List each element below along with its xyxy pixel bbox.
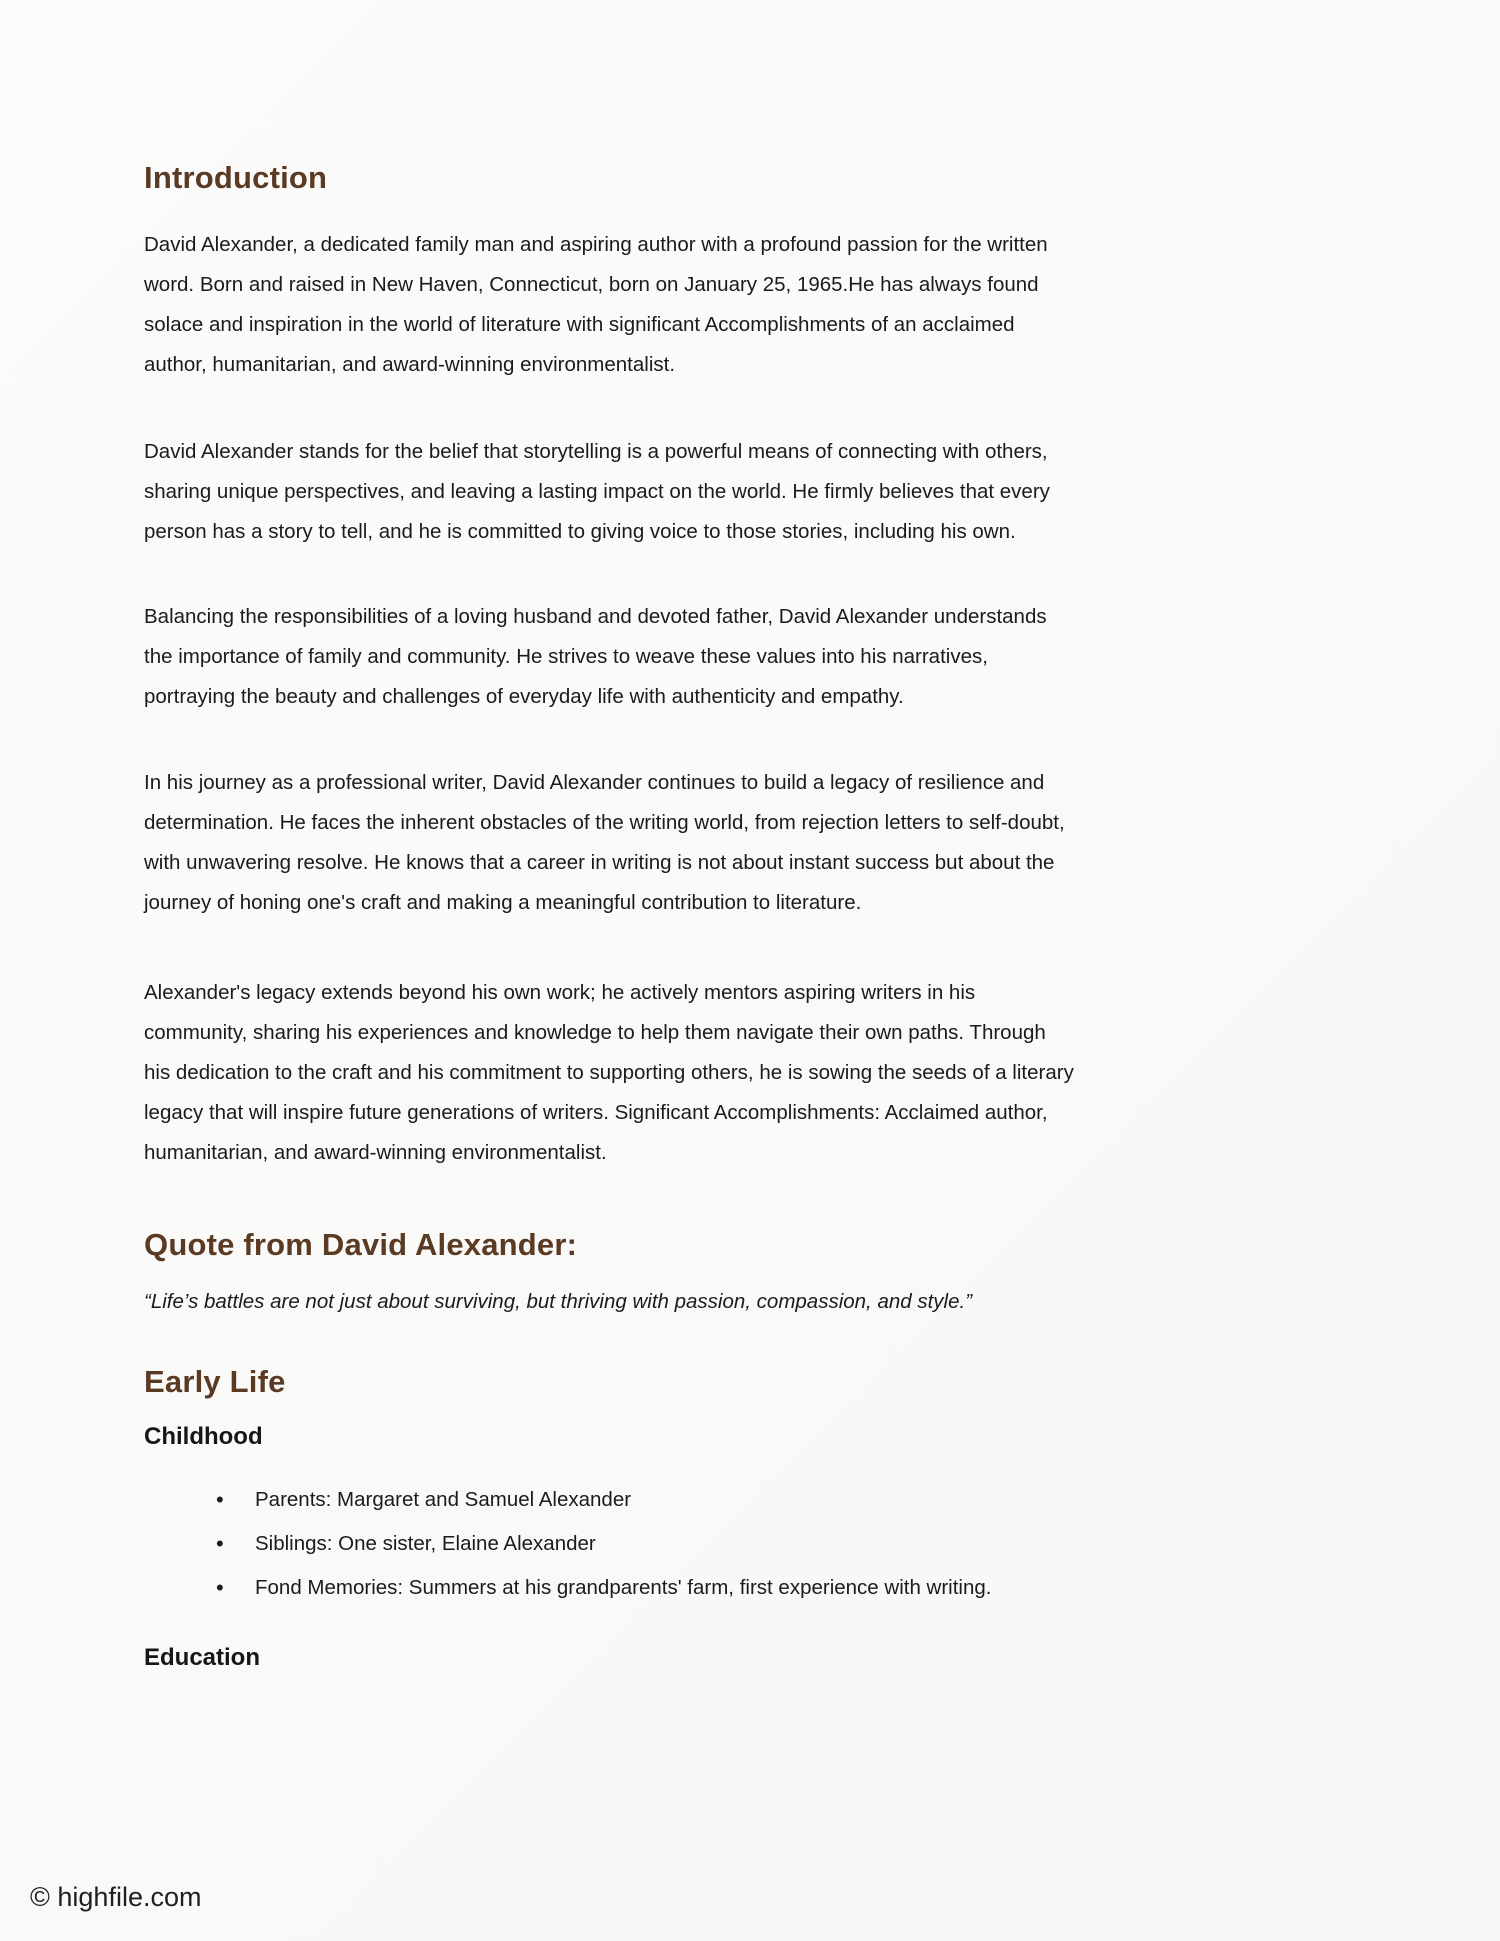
childhood-heading: Childhood	[144, 1423, 263, 1450]
intro-paragraph-2: David Alexander stands for the belief that storytelling is a powerful means of connecting with others, sharing unique perspectives, and leaving a lasting impact on the world. He firmly believes that every person has a story to tell, and he is committed to giving voice to those stories, including his own.	[144, 440, 1050, 543]
childhood-bullet-list	[144, 1478, 1074, 1610]
bullet-siblings: • Siblings: One sister, Elaine Alexander	[144, 1522, 1074, 1566]
bullet-fond-memories: • Fond Memories: Summers at his grandparents' farm, first experience with writing.	[144, 1566, 1074, 1610]
copyright-footer: © highfile.com	[30, 1882, 202, 1912]
quote-heading: Quote from David Alexander:	[144, 1227, 578, 1262]
document-page	[144, 0, 1074, 1674]
intro-paragraph-5: Alexander's legacy extends beyond his own work; he actively mentors aspiring writers in his community, sharing his experiences and knowledge to help them navigate their own paths. Through his dedication to the craft and his commitment to supporting others, he is sowing the seeds of a literary legacy that will inspire future generations of writers. Significant Accomplishments: Acclaimed author, humanitarian, and award-winning environmentalist.	[144, 981, 1074, 1164]
education-heading: Education	[144, 1644, 261, 1671]
introduction-heading: Introduction	[144, 160, 328, 195]
quote-text: “Life’s battles are not just about surviving, but thriving with passion, compassion, and style.”	[144, 1290, 973, 1313]
intro-paragraph-1: David Alexander, a dedicated family man and aspiring author with a profound passion for the written word. Born and raised in New Haven, Connecticut, born on January 25, 1965.He has always found solace and inspiration in the world of literature with significant Accomplishments of an acclaimed author, humanitarian, and award-winning environmentalist.	[144, 233, 1048, 376]
early-life-heading: Early Life	[144, 1364, 286, 1399]
intro-paragraph-3: Balancing the responsibilities of a loving husband and devoted father, David Alexander understands the importance of family and community. He strives to weave these values into his narratives, portraying the beauty and challenges of everyday life with authenticity and empathy.	[144, 605, 1047, 708]
bullet-parents: • Parents: Margaret and Samuel Alexander	[144, 1478, 1074, 1522]
intro-paragraph-4: In his journey as a professional writer, David Alexander continues to build a legacy of resilience and determination. He faces the inherent obstacles of the writing world, from rejection letters to self-doubt, with unwavering resolve. He knows that a career in writing is not about instant success but about the journey of honing one's craft and making a meaningful contribution to literature.	[144, 771, 1065, 914]
